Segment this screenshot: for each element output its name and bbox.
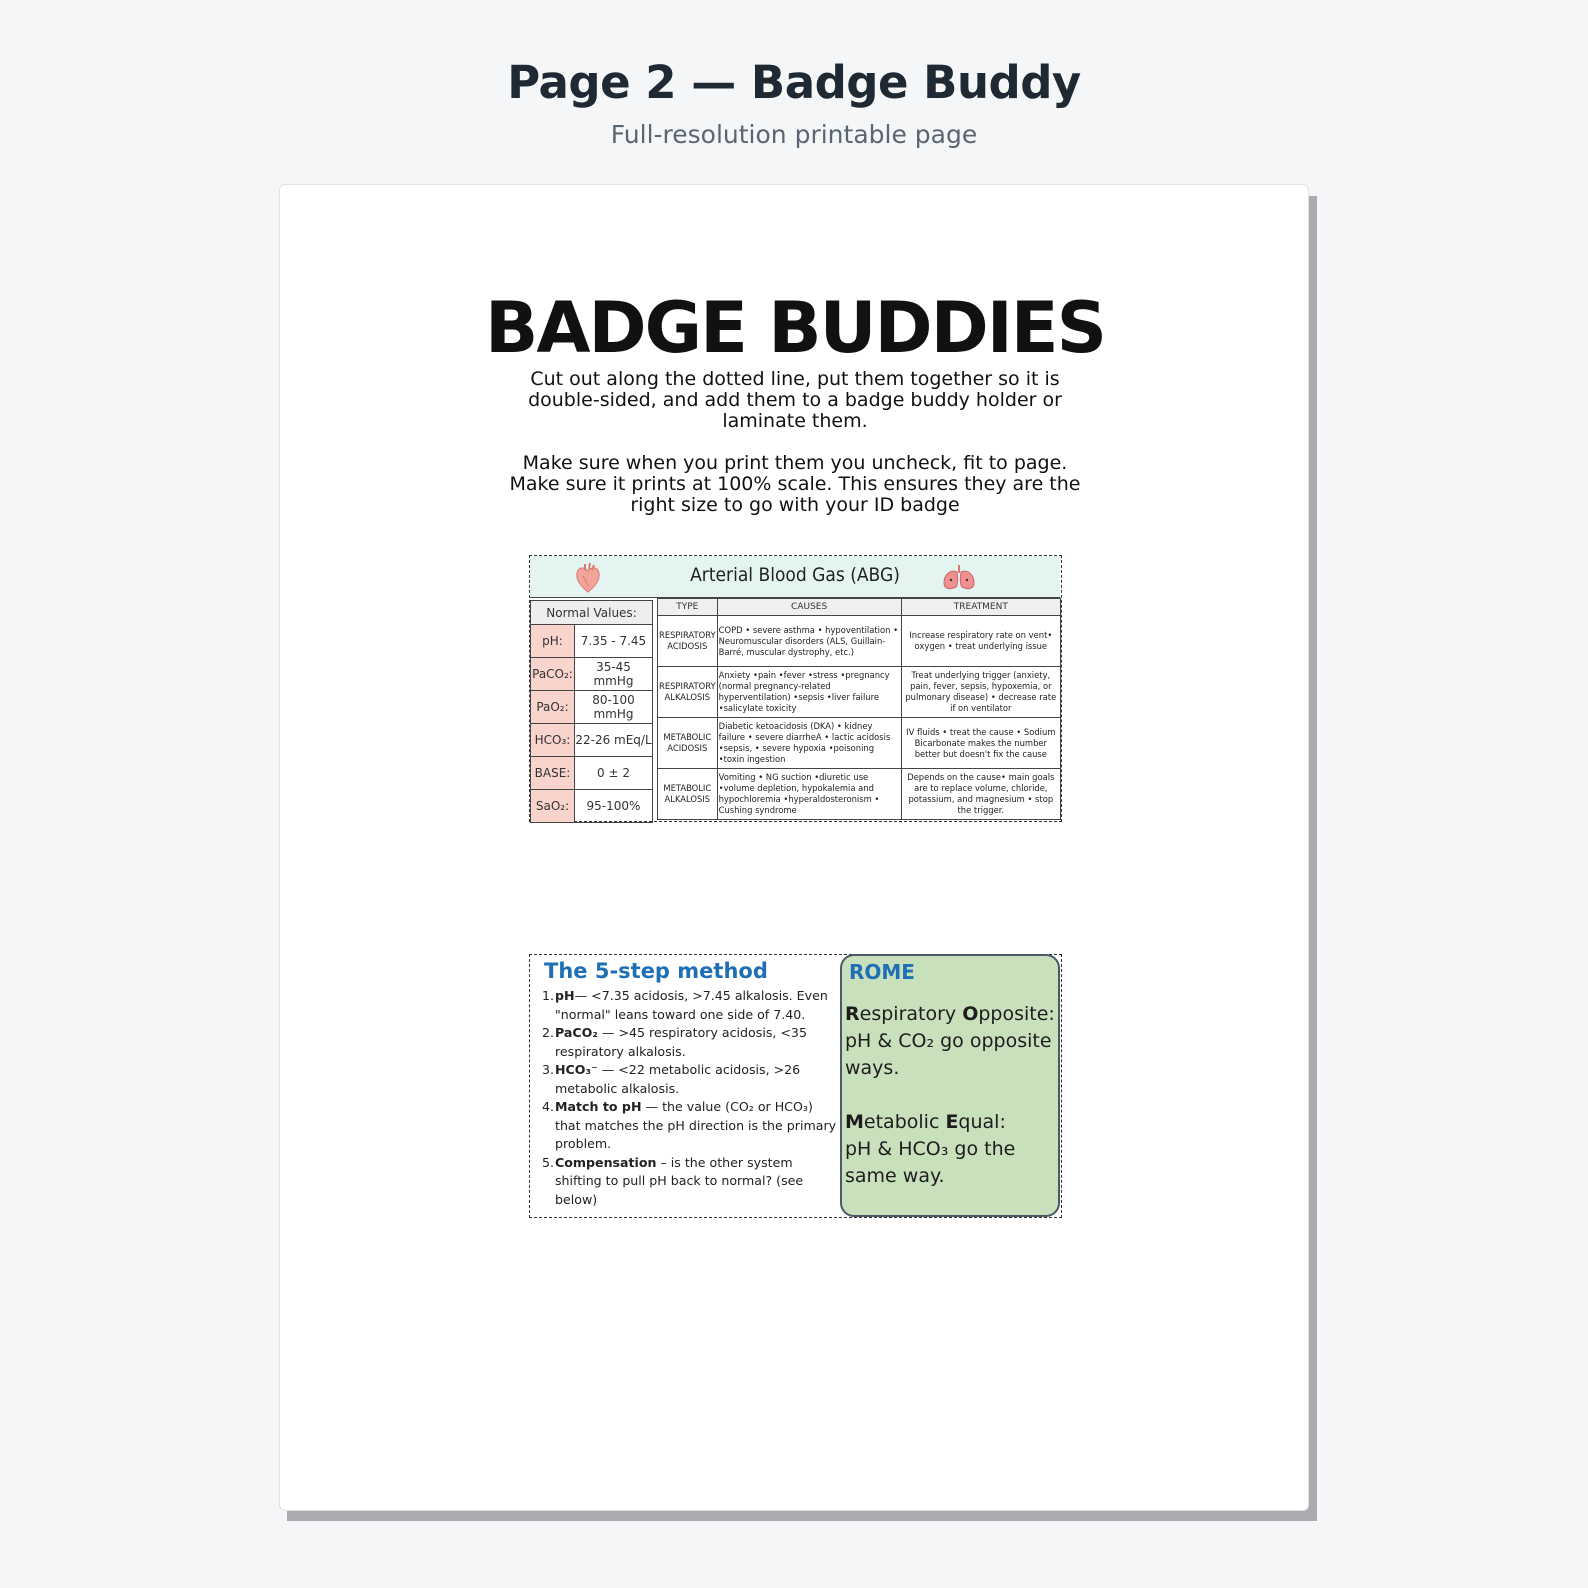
normal-key: pH: bbox=[531, 625, 575, 658]
causes-cell: COPD • severe asthma • hypoventilation • Neuromuscular disorders (ALS, Guillain-Barré, muscular dystrophy, etc.) bbox=[717, 616, 901, 667]
printable-page bbox=[279, 184, 1309, 1511]
normal-value: 7.35 - 7.45 bbox=[575, 625, 653, 658]
causes-cell: Vomiting • NG suction •diuretic use •volume depletion, hypokalemia and hypochloremia •hyperaldosteronism • Cushing syndrome bbox=[717, 769, 901, 820]
step-term: HCO₃⁻ bbox=[555, 1062, 598, 1077]
step-number: 2. bbox=[542, 1025, 555, 1040]
viewer-subtitle: Full-resolution printable page bbox=[610, 120, 978, 149]
normal-value-row bbox=[531, 658, 653, 691]
step-term: Match to pH bbox=[555, 1099, 642, 1114]
five-step-title: The 5-step method bbox=[544, 959, 768, 983]
normal-key: PaCO₂: bbox=[531, 658, 575, 691]
normal-values-header: Normal Values: bbox=[531, 601, 653, 625]
rome-letter: E bbox=[945, 1111, 959, 1133]
step-description: – is the other system shifting to pull pH back to normal? (see below) bbox=[555, 1154, 804, 1207]
normal-values-table bbox=[530, 600, 653, 823]
list-item bbox=[542, 987, 838, 1024]
normal-value: 35-45 mmHg bbox=[575, 658, 653, 691]
treatment-cell: IV fluids • treat the cause • Sodium Bicarbonate makes the number better but doesn't fix the cause bbox=[901, 718, 1060, 769]
treatment-cell: Increase respiratory rate on vent• oxygen • treat underlying issue bbox=[901, 616, 1060, 667]
step-number: 1. bbox=[542, 988, 555, 1003]
normal-key: SaO₂: bbox=[531, 790, 575, 823]
step-term: PaCO₂ bbox=[555, 1025, 598, 1040]
rome-description: pH & CO₂ go opposite ways. bbox=[845, 1030, 1052, 1079]
abg-title: Arterial Blood Gas (ABG) bbox=[690, 564, 900, 586]
normal-value: 0 ± 2 bbox=[575, 757, 653, 790]
step-description: — <22 metabolic acidosis, >26 metabolic alkalosis. bbox=[555, 1062, 801, 1096]
five-step-badge-card bbox=[529, 954, 1062, 1218]
rome-metabolic-equal bbox=[845, 1109, 1060, 1190]
list-item bbox=[542, 1024, 838, 1061]
normal-value-row bbox=[531, 757, 653, 790]
normal-value-row bbox=[531, 691, 653, 724]
lungs-icon bbox=[942, 563, 976, 596]
column-header-causes: CAUSES bbox=[717, 599, 901, 616]
step-number: 3. bbox=[542, 1062, 555, 1077]
rome-word: qual: bbox=[958, 1111, 1006, 1133]
viewer-title: Page 2 — Badge Buddy bbox=[507, 56, 1081, 109]
column-header-treatment: TREATMENT bbox=[901, 599, 1060, 616]
table-row bbox=[658, 667, 1061, 718]
normal-value-row bbox=[531, 790, 653, 823]
treatment-cell: Treat underlying trigger (anxiety, pain, fever, sepsis, hypoxemia, or pulmonary disease) • decrease rate if on ventilator bbox=[901, 667, 1060, 718]
normal-value: 95-100% bbox=[575, 790, 653, 823]
normal-value: 22-26 mEq/L bbox=[575, 724, 653, 757]
abg-types-table bbox=[657, 598, 1061, 820]
rome-word: espiratory bbox=[859, 1003, 963, 1025]
type-cell: RESPIRATORY ALKALOSIS bbox=[658, 667, 718, 718]
normal-key: BASE: bbox=[531, 757, 575, 790]
step-description: — the value (CO₂ or HCO₃) that matches the pH direction is the primary problem. bbox=[555, 1099, 837, 1151]
list-item bbox=[542, 1154, 838, 1210]
table-row bbox=[658, 718, 1061, 769]
step-description: — <7.35 acidosis, >7.45 alkalosis. Even "normal" leans toward one side of 7.40. bbox=[555, 988, 828, 1022]
rome-letter: O bbox=[962, 1003, 979, 1025]
normal-key: PaO₂: bbox=[531, 691, 575, 724]
normal-value: 80-100 mmHg bbox=[575, 691, 653, 724]
step-term: Compensation bbox=[555, 1154, 657, 1170]
normal-key: HCO₃: bbox=[531, 724, 575, 757]
rome-letter: R bbox=[845, 1003, 860, 1025]
rome-word: pposite: bbox=[978, 1003, 1055, 1025]
step-number: 5. bbox=[542, 1154, 555, 1170]
table-row bbox=[658, 769, 1061, 820]
table-row bbox=[658, 616, 1061, 667]
rome-box bbox=[840, 954, 1060, 1217]
instructions-print: Make sure when you print them you uncheck, fit to page. Make sure it prints at 100% scale. This ensures they are the right size to go with your ID badge bbox=[509, 452, 1081, 516]
rome-letter: M bbox=[845, 1111, 864, 1133]
causes-cell: Anxiety •pain •fever •stress •pregnancy (normal pregnancy-related hyperventilation) •sepsis •liver failure •salicylate toxicity bbox=[717, 667, 901, 718]
list-item bbox=[542, 1061, 838, 1098]
normal-value-row bbox=[531, 625, 653, 658]
rome-word: etabolic bbox=[863, 1111, 946, 1133]
rome-description: pH & HCO₃ go the same way. bbox=[845, 1138, 1016, 1187]
column-header-type: TYPE bbox=[658, 599, 718, 616]
type-cell: METABOLIC ACIDOSIS bbox=[658, 718, 718, 769]
step-term: pH bbox=[555, 988, 575, 1003]
type-cell: RESPIRATORY ACIDOSIS bbox=[658, 616, 718, 667]
type-cell: METABOLIC ALKALOSIS bbox=[658, 769, 718, 820]
causes-cell: Diabetic ketoacidosis (DKA) • kidney failure • severe diarrheA • lactic acidosis •sepsis, • severe hypoxia •poisoning •toxin ingestion bbox=[717, 718, 901, 769]
rome-title: ROME bbox=[849, 960, 915, 984]
instructions-cut: Cut out along the dotted line, put them together so it is double-sided, and add them to a badge buddy holder or laminate them. bbox=[528, 368, 1062, 432]
treatment-cell: Depends on the cause• main goals are to replace volume, chloride, potassium, and magnesium • stop the trigger. bbox=[901, 769, 1060, 820]
page-title: BADGE BUDDIES bbox=[485, 287, 1105, 369]
step-number: 4. bbox=[542, 1099, 555, 1114]
step-description: — >45 respiratory acidosis, <35 respiratory alkalosis. bbox=[555, 1025, 807, 1059]
normal-value-row bbox=[531, 724, 653, 757]
abg-badge-card bbox=[529, 555, 1062, 822]
rome-respiratory-opposite bbox=[845, 1001, 1060, 1082]
abg-header bbox=[530, 556, 1060, 598]
list-item bbox=[542, 1098, 838, 1154]
five-step-list bbox=[542, 987, 838, 1209]
